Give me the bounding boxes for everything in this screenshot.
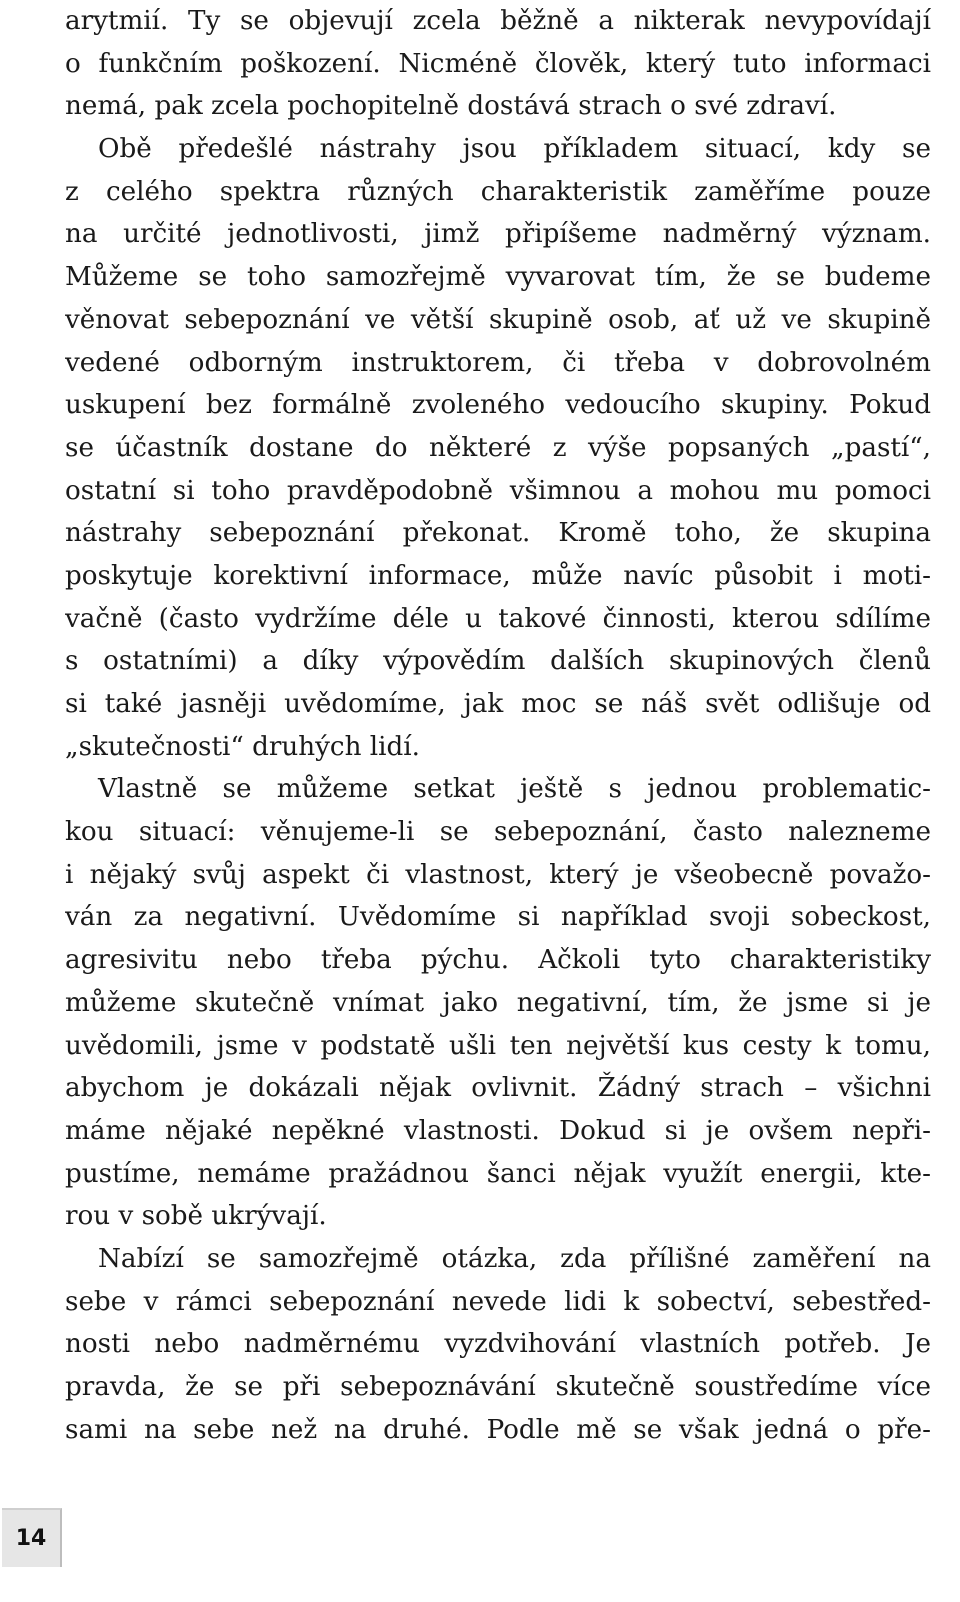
page-number: 14 <box>15 1526 47 1551</box>
text-line: z celého spektra různých charakteristik zaměříme pouze <box>65 176 931 207</box>
text-line: „skutečnosti“ druhých lidí. <box>65 731 420 762</box>
text-line: pustíme, nemáme pražádnou šanci nějak využít energii, kte- <box>65 1158 931 1189</box>
text-line: nemá, pak zcela pochopitelně dostává strach o své zdraví. <box>65 91 837 122</box>
text-line: Obě předešlé nástrahy jsou příkladem situací, kdy se <box>98 134 931 165</box>
text-line: s ostatními) a díky výpovědím dalších skupinových členů <box>65 646 931 677</box>
text-line: sebe v rámci sebepoznání nevede lidi k sobectví, sebestřed- <box>65 1286 931 1317</box>
text-line: abychom je dokázali nějak ovlivnit. Žádný strach – všichni <box>65 1073 931 1104</box>
text-line: ván za negativní. Uvědomíme si například svoji sobeckost, <box>65 902 931 933</box>
text-line: o funkčním poškození. Nicméně člověk, který tuto informaci <box>65 48 931 79</box>
text-line: nosti nebo nadměrnému vyzdvihování vlastních potřeb. Je <box>65 1329 931 1360</box>
text-line: si také jasněji uvědomíme, jak moc se náš svět odlišuje od <box>65 689 931 719</box>
text-line: i nějaký svůj aspekt či vlastnost, který je všeobecně považo- <box>65 859 931 890</box>
text-line: vačně (často vydržíme déle u takové činnosti, kterou sdílíme <box>65 603 931 634</box>
page-body <box>65 0 931 1451</box>
text-line: agresivitu nebo třeba pýchu. Ačkoli tyto charakteristiky <box>65 945 931 976</box>
text-line: sami na sebe než na druhé. Podle mě se však jedná o pře- <box>65 1414 931 1445</box>
text-line: uskupení bez formálně zvoleného vedoucího skupiny. Pokud <box>65 390 931 421</box>
text-line: arytmií. Ty se objevují zcela běžně a nikterak nevypovídají <box>65 6 931 36</box>
text-line: Můžeme se toho samozřejmě vyvarovat tím, že se budeme <box>65 262 931 293</box>
text-line: pravda, že se při sebepoznávání skutečně soustředíme více <box>65 1372 931 1402</box>
text-line: ostatní si toho pravděpodobně všimnou a mohou mu pomoci <box>65 475 931 506</box>
text-line: Nabízí se samozřejmě otázka, zda přílišné zaměření na <box>98 1243 931 1274</box>
text-line: vedené odborným instruktorem, či třeba v dobrovolném <box>65 347 931 378</box>
page-number-box <box>2 1508 62 1567</box>
text-line: máme nějaké nepěkné vlastnosti. Dokud si je ovšem nepři- <box>65 1115 931 1146</box>
text-line: kou situací: věnujeme-li se sebepoznání, často nalezneme <box>65 817 931 848</box>
text-line: uvědomili, jsme v podstatě ušli ten největší kus cesty k tomu, <box>65 1030 931 1061</box>
text-line: na určité jednotlivosti, jimž připíšeme nadměrný význam. <box>65 219 931 250</box>
paragraph-1 <box>65 0 931 128</box>
text-line: můžeme skutečně vnímat jako negativní, tím, že jsme si je <box>65 987 931 1018</box>
text-line: rou v sobě ukrývají. <box>65 1201 327 1232</box>
paragraph-2 <box>65 128 931 768</box>
text-line: nástrahy sebepoznání překonat. Kromě toho, že skupina <box>65 518 931 549</box>
paragraph-3 <box>65 768 931 1238</box>
text-line: se účastník dostane do některé z výše popsaných „pastí“, <box>65 432 931 463</box>
paragraph-4 <box>65 1238 931 1451</box>
text-line: poskytuje korektivní informace, může navíc působit i moti- <box>65 560 931 591</box>
text-line: věnovat sebepoznání ve větší skupině osob, ať už ve skupině <box>65 304 931 335</box>
text-line: Vlastně se můžeme setkat ještě s jednou problematic- <box>98 774 931 805</box>
